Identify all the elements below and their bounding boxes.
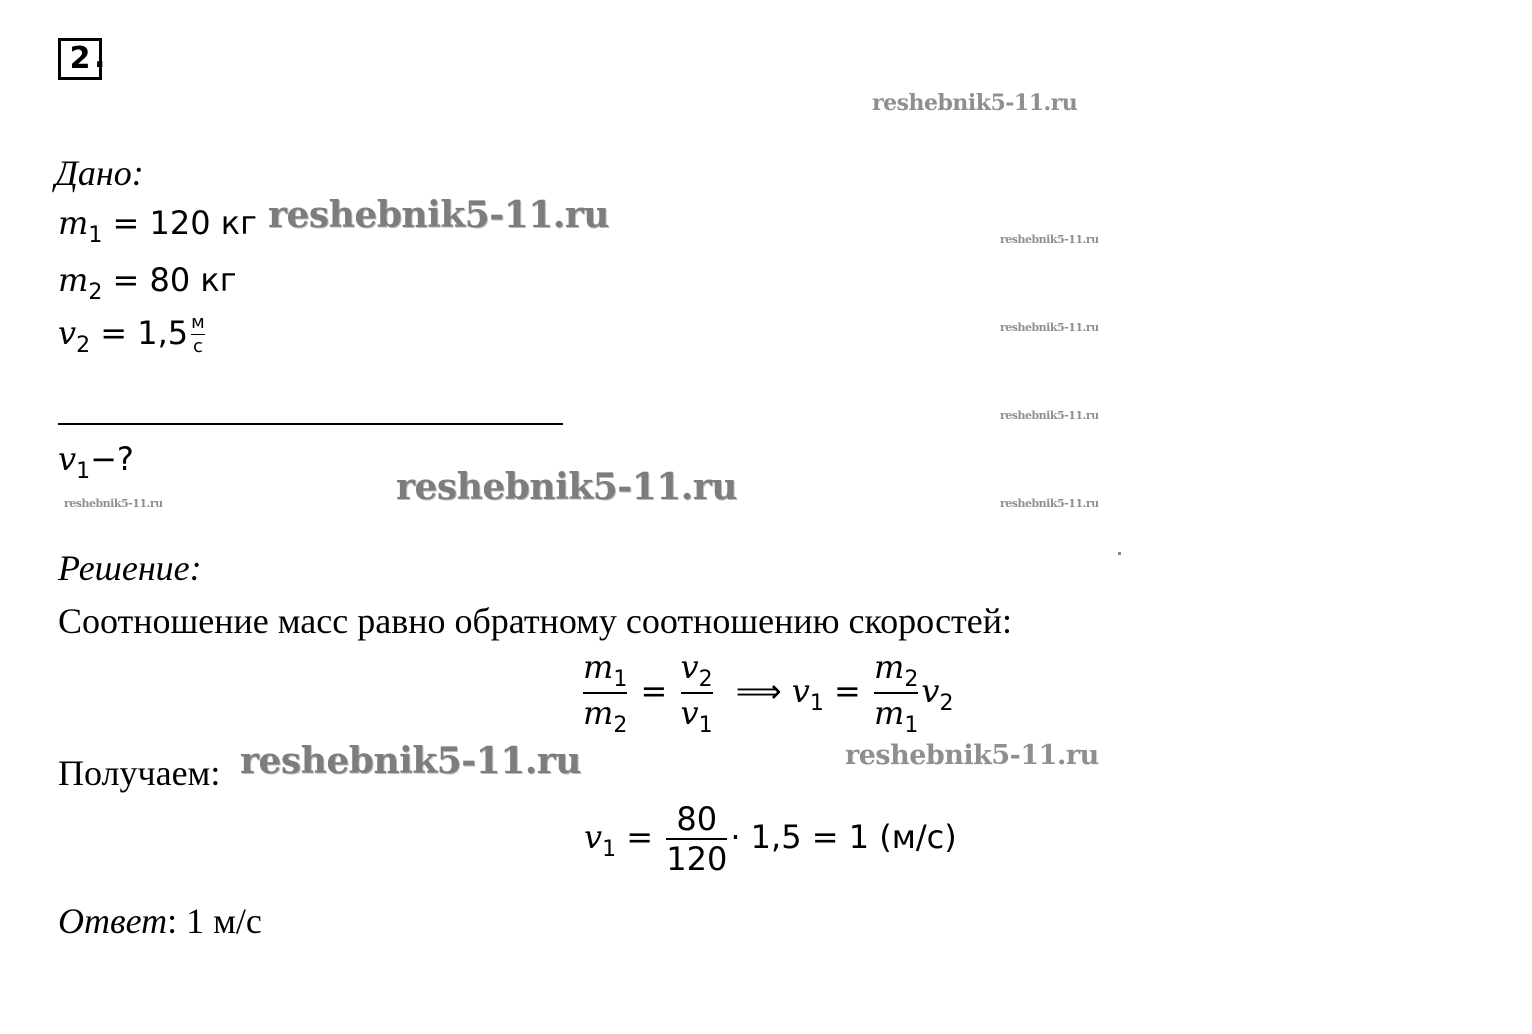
subscript: 1	[904, 713, 919, 738]
var-m: m	[874, 648, 905, 686]
var-m: m	[58, 204, 89, 242]
implies-arrow: ⟹	[735, 672, 782, 710]
equals-sign: =	[834, 672, 861, 710]
given-heading: Дано:	[55, 153, 144, 193]
subscript: 1	[88, 223, 103, 248]
subscript: 1	[602, 837, 617, 862]
watermark: reshebnik5-11.ru	[1000, 497, 1099, 510]
equals-sign: =	[626, 818, 654, 856]
subscript: 2	[904, 667, 919, 692]
var-v: v	[58, 440, 77, 478]
var-v: v	[58, 314, 77, 352]
var-m: m	[874, 694, 905, 732]
subscript: 1	[76, 459, 91, 484]
fraction-m1-m2	[583, 648, 627, 738]
subscript: 2	[76, 333, 91, 358]
var-m: m	[58, 261, 89, 299]
subscript: 2	[88, 280, 103, 305]
find-question: −?	[90, 440, 134, 478]
var-v: v	[921, 672, 940, 710]
answer-value: : 1 м/с	[167, 901, 262, 941]
calc-formula	[584, 800, 957, 878]
find-v1	[58, 440, 134, 484]
var-v: v	[584, 818, 603, 856]
ratio-formula	[580, 648, 953, 738]
given-m2	[58, 261, 237, 305]
given-v2	[58, 312, 208, 358]
subscript: 2	[939, 691, 954, 716]
obtain-label: Получаем:	[58, 753, 221, 793]
subscript: 1	[698, 713, 713, 738]
watermark: reshebnik5-11.ru	[64, 497, 163, 510]
unit-fraction	[191, 312, 205, 358]
solution-heading: Решение:	[58, 548, 202, 588]
calc-result: · 1,5 = 1 (м/с)	[730, 818, 957, 856]
var-v: v	[680, 694, 699, 732]
given-m2-value: = 80 кг	[102, 261, 237, 299]
numerator: 80	[676, 800, 718, 838]
watermark: reshebnik5-11.ru	[396, 466, 737, 508]
denominator: 120	[666, 840, 728, 878]
subscript: 2	[698, 667, 713, 692]
var-v: v	[680, 648, 699, 686]
watermark: reshebnik5-11.ru	[1000, 321, 1099, 334]
fraction-80-120	[666, 800, 727, 878]
problem-number-dot: .	[94, 40, 106, 75]
watermark: reshebnik5-11.ru	[872, 90, 1078, 116]
problem-number: 2	[58, 38, 102, 80]
watermark: reshebnik5-11.ru	[240, 740, 581, 782]
unit-numerator: м	[191, 312, 205, 333]
answer-label: Ответ	[58, 901, 168, 941]
answer	[58, 900, 262, 942]
var-v: v	[791, 672, 810, 710]
solution-statement: Соотношение масс равно обратному соотношению скоростей:	[58, 601, 1013, 641]
equals-sign: =	[640, 672, 668, 710]
var-m: m	[583, 694, 614, 732]
stray-mark	[1118, 552, 1121, 555]
fraction-m2-m1	[874, 648, 918, 738]
watermark: reshebnik5-11.ru	[1000, 233, 1099, 246]
watermark: reshebnik5-11.ru	[268, 194, 609, 236]
subscript: 1	[613, 667, 628, 692]
subscript: 1	[809, 691, 824, 716]
fraction-v2-v1	[681, 648, 713, 738]
given-m1-value: = 120 кг	[102, 204, 257, 242]
given-v2-value: = 1,5	[90, 314, 189, 352]
watermark: reshebnik5-11.ru	[845, 740, 1099, 771]
given-divider	[58, 423, 563, 425]
unit-denominator: с	[192, 336, 203, 357]
watermark: reshebnik5-11.ru	[1000, 409, 1099, 422]
var-m: m	[583, 648, 614, 686]
given-m1	[58, 204, 257, 248]
subscript: 2	[613, 713, 628, 738]
